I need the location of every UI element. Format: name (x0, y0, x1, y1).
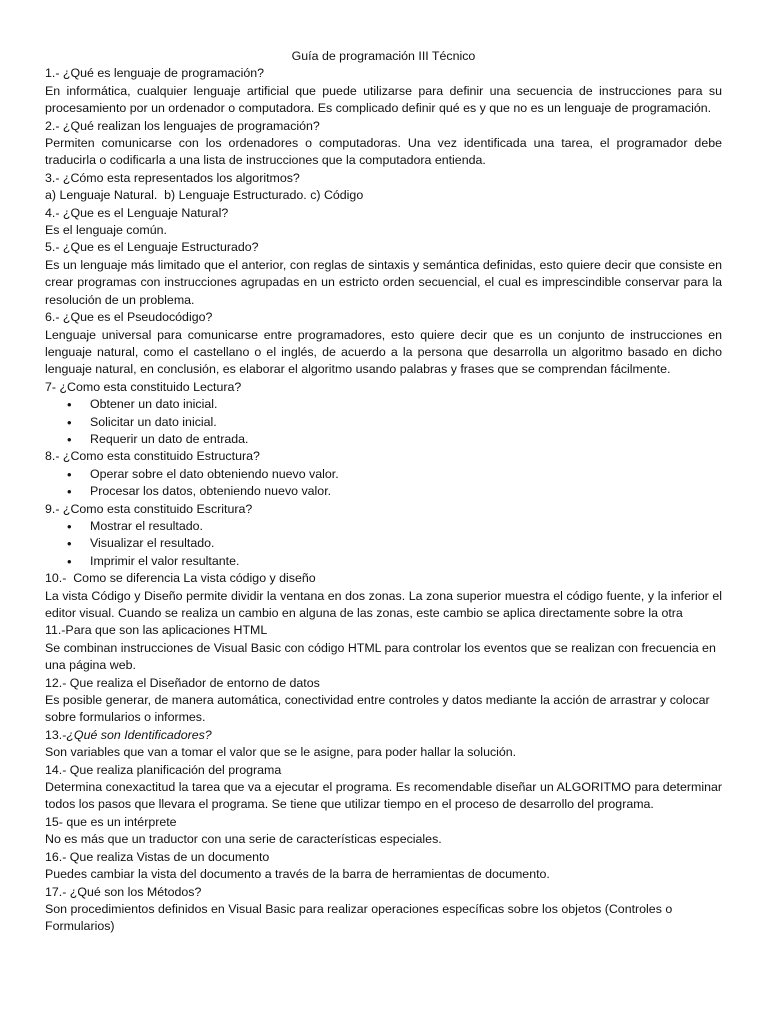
answer-14: Determina conexactitud la tarea que va a ejecutar el programa. Es recomendable diseñar un ALGORITMO para determinar todos los pasos que llevara el programa. Se tiene que utilizar tiempo en el proceso de desarrollo del programa. (45, 780, 722, 812)
question-5: 5.- ¿Que es el Lenguaje Estructurado? (45, 240, 259, 255)
answer-17: Son procedimientos definidos en Visual Basic para realizar operaciones específicas sobre los objetos (Controles o Formularios) (45, 901, 673, 934)
answer-15: No es más que un traductor con una serie de características especiales. (45, 832, 442, 847)
question-8: 8.- ¿Como esta constituido Estructura? (45, 449, 260, 464)
question-17: 17.- ¿Qué son los Métodos? (45, 884, 202, 899)
answer-16: Puedes cambiar la vista del documento a través de la barra de herramientas de documento. (45, 867, 550, 882)
question-13-number: 13.- (45, 727, 67, 742)
question-16: 16.- Que realiza Vistas de un documento (45, 849, 270, 864)
question-4: 4.- ¿Que es el Lenguaje Natural? (45, 205, 229, 220)
question-2: 2.- ¿Qué realizan los lenguajes de programación? (45, 118, 320, 133)
answer-6: Lenguaje universal para comunicarse entre programadores, esto quiere decir que es un conjunto de instrucciones en lenguaje natural, como el castellano o el inglés, de acuerdo a la persona que desarrolla un algoritmo basado en dicho lenguaje natural, en conclusión, es elaborar el algoritmo usando palabras y frases que se comprendan fácilmente. (45, 327, 722, 377)
question-13 (45, 727, 722, 744)
list-item: • Operar sobre el dato obteniendo nuevo valor. (90, 466, 722, 483)
list-item: • Visualizar el resultado. (90, 535, 722, 552)
question-6: 6.- ¿Que es el Pseudocódigo? (45, 310, 213, 325)
question-11: 11.-Para que son las aplicaciones HTML (45, 623, 268, 638)
list-item: • Imprimir el valor resultante. (90, 553, 722, 570)
question-14: 14.- Que realiza planificación del programa (45, 762, 282, 777)
question-15: 15- que es un intérprete (45, 814, 177, 829)
question-7: 7- ¿Como esta constituido Lectura? (45, 379, 242, 394)
answer-9-list (45, 518, 722, 570)
answer-1: En informática, cualquier lenguaje artificial que puede utilizarse para definir una secuencia de instrucciones para su procesamiento por un ordenador o computadora. Es complicado definir qué es y que no es un lenguaje de programación. (45, 83, 722, 116)
question-9: 9.- ¿Como esta constituido Escritura? (45, 501, 253, 516)
document-title: Guía de programación III Técnico (291, 49, 476, 63)
list-item: • Obtener un dato inicial. (90, 396, 722, 413)
list-item: • Procesar los datos, obteniendo nuevo valor. (90, 483, 722, 500)
question-12: 12.- Que realiza el Diseñador de entorno de datos (45, 675, 320, 690)
answer-3: a) Lenguaje Natural. b) Lenguaje Estructurado. c) Código (45, 188, 364, 203)
question-10: 10.- Como se diferencia La vista código y diseño (45, 571, 316, 586)
answer-4: Es el lenguaje común. (45, 223, 167, 238)
answer-7-list (45, 396, 722, 448)
answer-8-list (45, 466, 722, 501)
question-13-text: ¿Qué son Identificadores? (66, 727, 212, 742)
list-item: • Requerir un dato de entrada. (90, 431, 722, 448)
answer-11: Se combinan instrucciones de Visual Basic con código HTML para controlar los eventos que se realizan con frecuencia en una página web. (45, 640, 716, 673)
list-item: • Mostrar el resultado. (90, 518, 722, 535)
answer-13: Son variables que van a tomar el valor que se le asigne, para poder hallar la solución. (45, 745, 517, 760)
question-1: 1.- ¿Qué es lenguaje de programación? (45, 66, 265, 81)
answer-10: La vista Código y Diseño permite dividir la ventana en dos zonas. La zona superior muestra el código fuente, y la inferior el editor visual. Cuando se realiza un cambio en alguna de las zonas, este cambio se aplica directamente sobre la otra (45, 588, 722, 620)
answer-5: Es un lenguaje más limitado que el anterior, con reglas de sintaxis y semántica definidas, esto quiere decir que consiste en crear programas con instrucciones agrupadas en un estricto orden secuencial, el cual es imprescindible conservar para la resolución de un problema. (45, 257, 722, 307)
list-item: • Solicitar un dato inicial. (90, 414, 722, 431)
question-3: 3.- ¿Cómo esta representados los algoritmos? (45, 170, 300, 185)
answer-12: Es posible generar, de manera automática, conectividad entre controles y datos mediante la acción de arrastrar y colocar sobre formularios o informes. (45, 693, 710, 725)
answer-2: Permiten comunicarse con los ordenadores o computadoras. Una vez identificada una tarea, el programador debe traducirla o codificarla a una lista de instrucciones que la computadora entienda. (45, 136, 722, 168)
